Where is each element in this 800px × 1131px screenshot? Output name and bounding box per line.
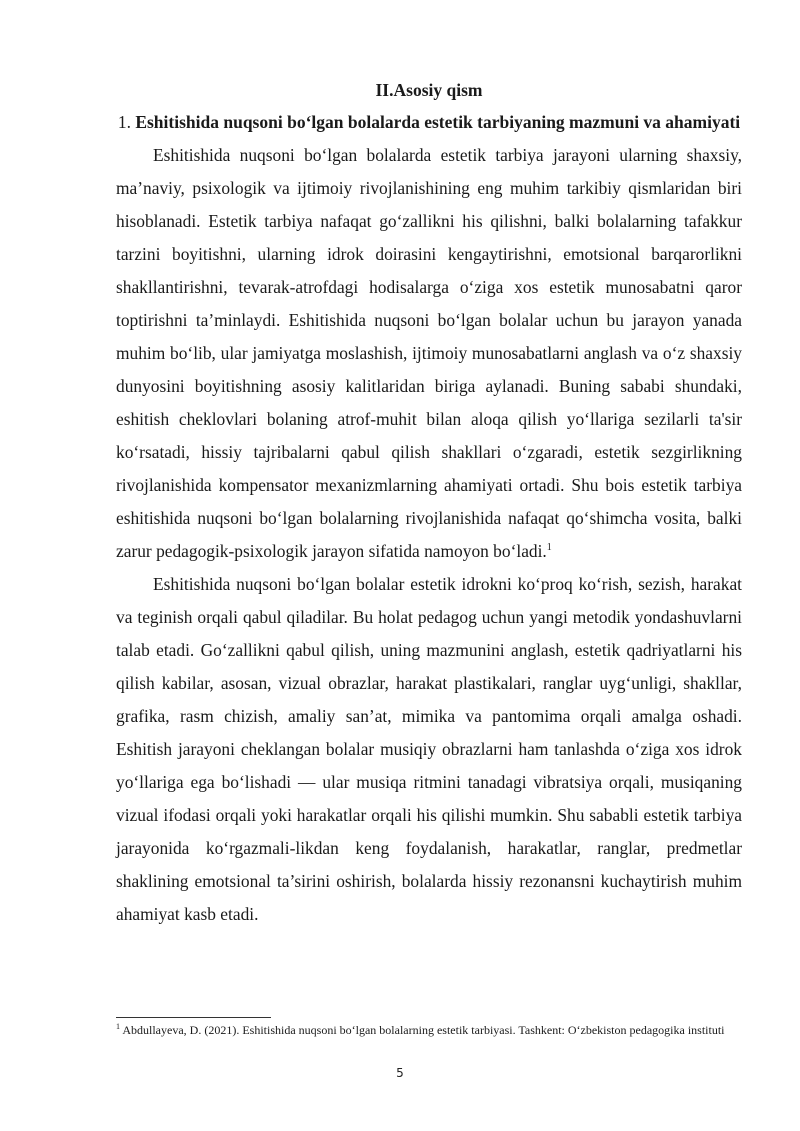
paragraph-text: Eshitishida nuqsoni bo‘lgan bolalarda estetik tarbiya jarayoni ularning shaxsiy, ma’naviy, psixologik va ijtimoiy rivojlanishining eng muhim tarkibiy qismlaridan biri hisoblanadi. Estetik tarbiya nafaqat go‘zallikni his qilishni, balki bolalarning tafakkur tarzini boyitishni, ularning idrok doirasini kengaytirishni, emotsional barqarorlikni shakllantirishni, tevarak-atrofdagi hodisalarga o‘ziga xos estetik munosabatni qaror toptirishni ta’minlaydi. Eshitishida nuqsoni bo‘lgan bolalar uchun bu jarayon yanada muhim bo‘lib, ular jamiyatga moslashish, ijtimoiy munosabatlarni anglash va o‘z shaxsiy dunyosini boyitishning asosiy kalitlaridan biriga aylanadi. Buning sababi shundaki, eshitish cheklovlari bolaning atrof-muhit bilan aloqa qilish yo‘llariga sezilarli ta'sir ko‘rsatadi, hissiy tajribalarni qabul qilish shakllari o‘zgaradi, estetik sezgirlikning rivojlanishida kompensator mexanizmlarning ahamiyati ortadi. Shu bois estetik tarbiya eshitishida nuqsoni bo‘lgan bolalarning rivojlanishida nafaqat qo‘shimcha vosita, balki zarur pedagogik-psixologik jarayon sifatida namoyon bo‘ladi. — [116, 145, 742, 561]
body-paragraph — [116, 568, 742, 931]
footnote-separator — [116, 1017, 271, 1018]
chapter-title-text: Eshitishida nuqsoni bo‘lgan bolalarda estetik tarbiyaning mazmuni va ahamiyati — [135, 112, 741, 132]
chapter-title — [116, 106, 742, 139]
footnote — [116, 1022, 742, 1039]
page-number: 5 — [396, 1066, 404, 1080]
footnote-marker: 1 — [116, 1022, 120, 1031]
footnote-reference[interactable]: 1 — [546, 542, 552, 554]
paragraph-text: Eshitishida nuqsoni bo‘lgan bolalar estetik idrokni ko‘proq ko‘rish, sezish, harakat va teginish orqali qabul qiladilar. Bu holat pedagog uchun yangi metodik yondashuvlarni talab etadi. Go‘zallikni qabul qilish, uning mazmunini anglash, estetik qadriyatlarni his qilish kabilar, asosan, vizual obrazlar, harakat plastikalari, ranglar uyg‘unligi, shakllar, grafika, rasm chizish, amaliy san’at, mimika va pantomima orqali amalga oshadi. Eshitish jarayoni cheklangan bolalar musiqiy obrazlarni ham tanlashda o‘ziga xos idrok yo‘llariga ega bo‘lishadi — ular musiqa ritmini tanadagi vibratsiya orqali, musiqaning vizual ifodasi orqali yoki harakatlar orqali his qilishi mumkin. Shu sababli estetik tarbiya jarayonida ko‘rgazmali-likdan keng foydalanish, harakatlar, ranglar, predmetlar shaklining emotsional ta’sirini oshirish, bolalarda hissiy rezonansni kuchaytirish muhim ahamiyat kasb etadi. — [116, 574, 742, 924]
body-paragraph — [116, 139, 742, 568]
document-page — [116, 70, 742, 931]
section-title: II.Asosiy qism — [375, 80, 483, 100]
footnote-text: Abdullayeva, D. (2021). Eshitishida nuqsoni bo‘lgan bolalarning estetik tarbiyasi. Tashkent: O‘zbekiston pedagogika instituti — [122, 1023, 725, 1037]
chapter-number: 1. — [117, 112, 131, 132]
